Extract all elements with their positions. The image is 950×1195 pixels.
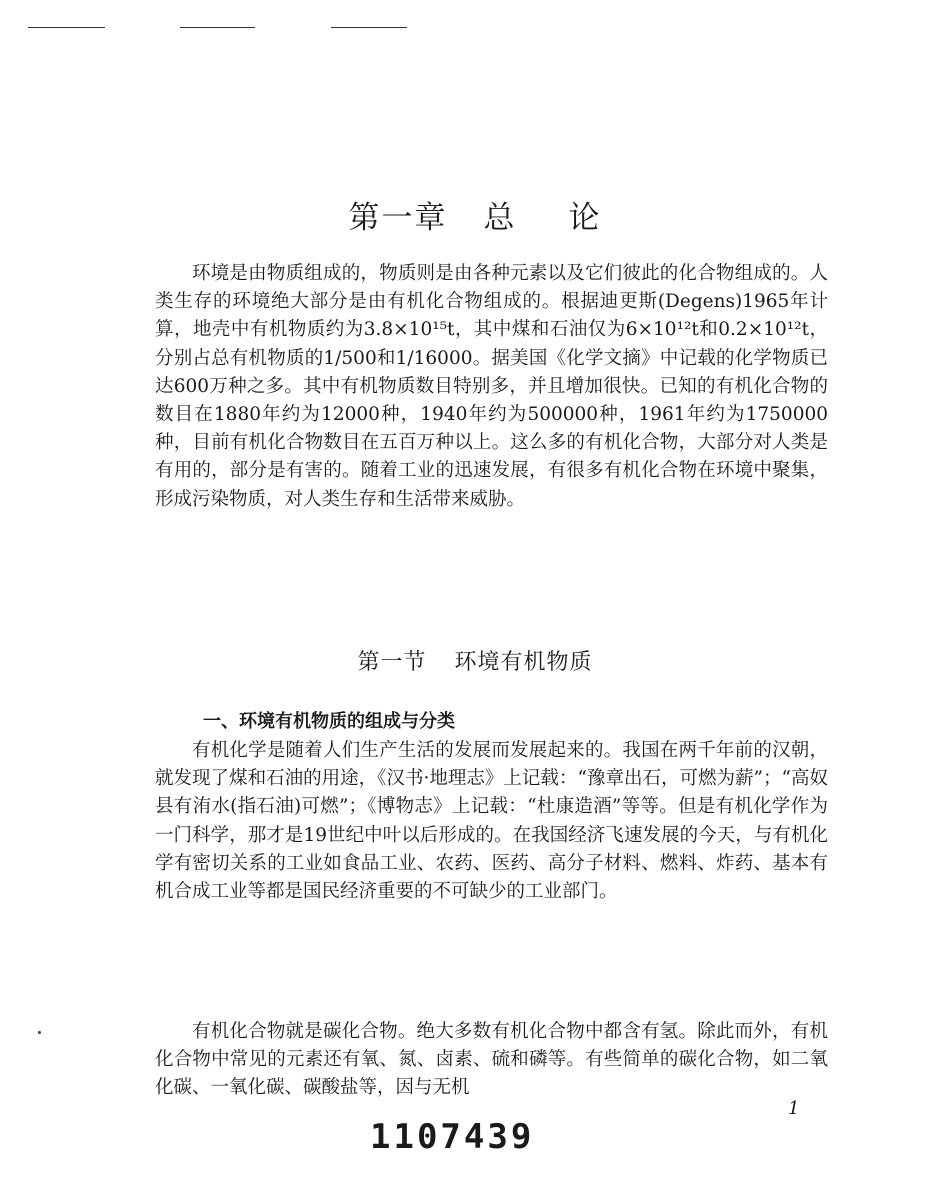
section-title [0, 645, 950, 676]
top-rule-left [28, 27, 105, 28]
library-stamp-number: 1107439 [370, 1117, 535, 1157]
chapter-title [0, 192, 950, 237]
chapter-title-word-2: 论 [568, 200, 602, 236]
chapter-number: 第一章 [348, 200, 448, 236]
paragraph-3: 有机化合物就是碳化合物。绝大多数有机化合物中都含有氢。除此而外，有机化合物中常见的元素还有氧、氮、卤素、硫和磷等。有些简单的碳化合物，如二氧化碳、一氧化碳、碳酸盐等，因与无机 [155, 1021, 828, 1099]
section-number: 第一节 [357, 650, 427, 675]
subsection-title: 一、环境有机物质的组成与分类 [203, 711, 455, 732]
intro-paragraph: 环境是由物质组成的，物质则是由各种元素以及它们彼此的化合物组成的。人类生存的环境绝大部分是由有机化合物组成的。根据迪更斯(Degens)1965年计算，地壳中有机物质约为3.8×10¹⁵t，其中煤和石油仅为6×10¹²t和0.2×10¹²t，分别占总有机物质的1/500和1/16000。据美国《化学文摘》中记载的化学物质已达600万种之多。其中有机物质数目特别多，并且增加很快。已知的有机化合物的数目在1880年约为12000种，1940年约为500000种，1961年约为1750000种，目前有机化合物数目在五百万种以上。这么多的有机化合物，大部分对人类是有用的，部分是有害的。随着工业的迅速发展，有很多有机化合物在环境中聚集，形成污染物质，对人类生存和生活带来威胁。 [155, 263, 828, 510]
chapter-title-word-1: 总 [483, 200, 517, 236]
scan-speck [38, 1031, 41, 1034]
top-rule-right [331, 27, 407, 28]
page-number: 1 [788, 1098, 800, 1119]
body-text-block-2 [155, 737, 828, 906]
body-text-block-3 [155, 1018, 828, 1103]
section-name: 环境有机物质 [454, 650, 593, 675]
intro-text-block [155, 260, 828, 514]
top-rule-middle [180, 27, 255, 28]
paragraph-2: 有机化学是随着人们生产生活的发展而发展起来的。我国在两千年前的汉朝，就发现了煤和石油的用途，《汉书·地理志》上记载：“豫章出石，可燃为薪”；“高奴县有洧水(指石油)可燃”；《博物志》上记载：“杜康造酒”等等。但是有机化学作为一门科学，那才是19世纪中叶以后形成的。在我国经济飞速发展的今天，与有机化学有密切关系的工业如食品工业、农药、医药、高分子材料、燃料、炸药、基本有机合成工业等都是国民经济重要的不可缺少的工业部门。 [155, 740, 828, 903]
